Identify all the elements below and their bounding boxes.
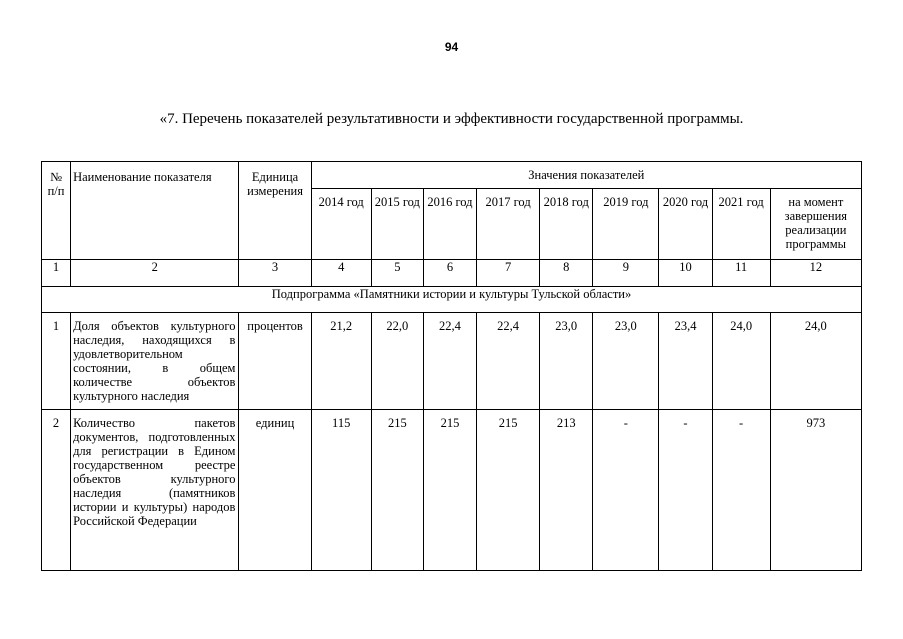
- document-title: «7. Перечень показателей результативности и эффективности государственной программы.: [159, 111, 744, 127]
- header-row-top: [42, 162, 862, 189]
- column-numbers-row: [42, 260, 862, 287]
- header-unit: Единица измерения: [239, 162, 311, 260]
- value-2020: -: [659, 410, 712, 571]
- value-2019: 23,0: [593, 313, 659, 410]
- column-number: 3: [239, 260, 311, 287]
- value-2018: 213: [540, 410, 593, 571]
- indicator-unit: единиц: [239, 410, 311, 571]
- table-row: [42, 410, 862, 571]
- header-values: Значения показателей: [311, 162, 861, 189]
- column-number: 10: [659, 260, 712, 287]
- value-2014: 115: [311, 410, 371, 571]
- column-number: 8: [540, 260, 593, 287]
- table-row: [42, 313, 862, 410]
- indicator-unit: процентов: [239, 313, 311, 410]
- header-year-2015: 2015 год: [371, 189, 423, 260]
- header-year-2019: 2019 год: [593, 189, 659, 260]
- value-2019: -: [593, 410, 659, 571]
- header-year-2016: 2016 год: [423, 189, 476, 260]
- header-year-2020: 2020 год: [659, 189, 712, 260]
- header-completion: на момент завершения реализации программы: [770, 189, 861, 260]
- column-number: 7: [477, 260, 540, 287]
- header-year-2021: 2021 год: [712, 189, 770, 260]
- value-2020: 23,4: [659, 313, 712, 410]
- value-2021: -: [712, 410, 770, 571]
- column-number: 11: [712, 260, 770, 287]
- indicator-name: Количество пакетов документов, подготовленных для регистрации в Едином государственном реестре объектов культурного наследия (памятников истории и культуры) народов Российской Федерации: [71, 410, 239, 571]
- row-num: 1: [42, 313, 71, 410]
- value-completion: 24,0: [770, 313, 861, 410]
- value-2017: 215: [477, 410, 540, 571]
- value-2016: 215: [423, 410, 476, 571]
- column-number: 12: [770, 260, 861, 287]
- value-2015: 215: [371, 410, 423, 571]
- header-year-2014: 2014 год: [311, 189, 371, 260]
- value-2021: 24,0: [712, 313, 770, 410]
- value-2015: 22,0: [371, 313, 423, 410]
- column-number: 9: [593, 260, 659, 287]
- page-number: 94: [444, 40, 459, 54]
- column-number: 2: [71, 260, 239, 287]
- value-completion: 973: [770, 410, 861, 571]
- header-year-2018: 2018 год: [540, 189, 593, 260]
- value-2014: 21,2: [311, 313, 371, 410]
- subprogram-title: Подпрограмма «Памятники истории и культуры Тульской области»: [42, 287, 862, 313]
- subprogram-row: [42, 287, 862, 313]
- value-2016: 22,4: [423, 313, 476, 410]
- indicator-name: Доля объектов культурного наследия, находящихся в удовлетворительном состоянии, в общем количестве объектов культурного наследия: [71, 313, 239, 410]
- column-number: 5: [371, 260, 423, 287]
- header-num: № п/п: [42, 162, 71, 260]
- column-number: 4: [311, 260, 371, 287]
- indicators-table: [41, 161, 862, 571]
- value-2018: 23,0: [540, 313, 593, 410]
- row-num: 2: [42, 410, 71, 571]
- column-number: 1: [42, 260, 71, 287]
- value-2017: 22,4: [477, 313, 540, 410]
- column-number: 6: [423, 260, 476, 287]
- header-name: Наименование показателя: [71, 162, 239, 260]
- header-year-2017: 2017 год: [477, 189, 540, 260]
